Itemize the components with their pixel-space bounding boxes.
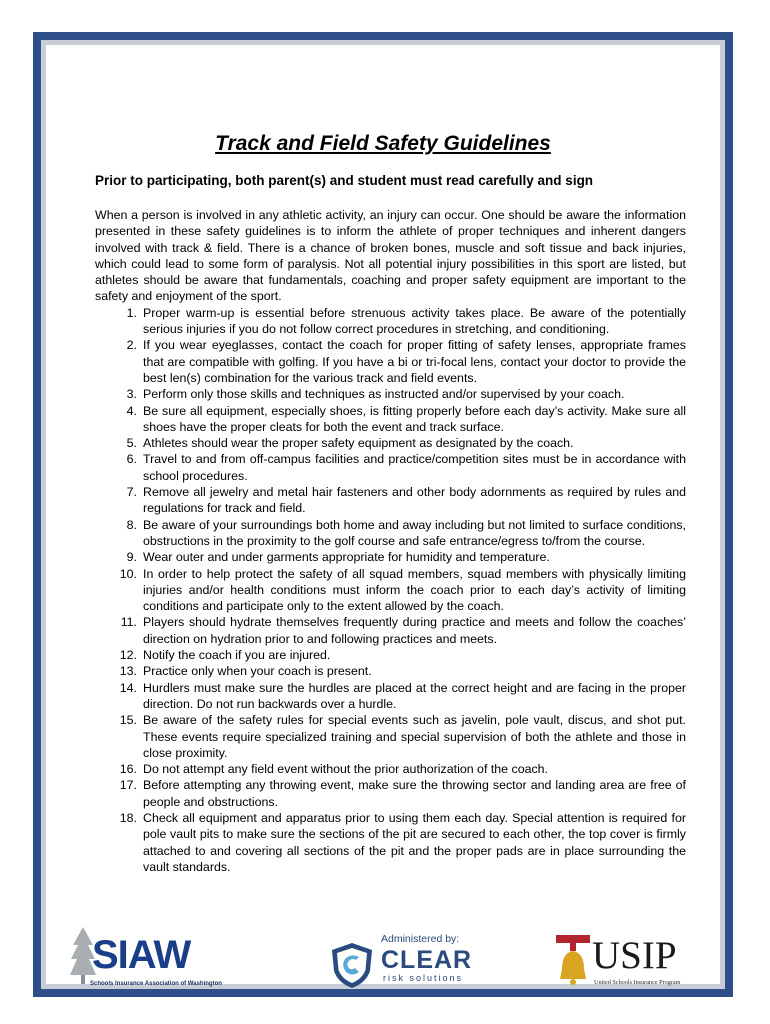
- rule-item: [95, 451, 686, 484]
- rule-text: Before attempting any throwing event, make sure the throwing sector and landing area are free of people and obstructions.: [143, 778, 686, 809]
- rule-number: 10.: [119, 566, 137, 581]
- rule-text: Hurdlers must make sure the hurdles are placed at the correct height and are facing in the proper direction. Do not run backwards over a hurdle.: [143, 680, 686, 711]
- rule-number: 7.: [126, 485, 137, 500]
- rule-item: [95, 484, 686, 517]
- rule-number: 17.: [119, 778, 137, 793]
- rule-number: 9.: [126, 550, 137, 565]
- rule-item: [95, 777, 686, 810]
- rule-number: 12.: [119, 648, 137, 663]
- siaw-logo: [70, 925, 220, 991]
- rule-number: 8.: [126, 517, 137, 532]
- rule-item: [95, 810, 686, 875]
- rule-item: [95, 663, 686, 679]
- usip-wordmark: USIP: [592, 934, 677, 977]
- intro-paragraph: When a person is involved in any athletic activity, an injury can occur. One should be aware the information presented in these safety guidelines is to inform the athlete of proper techniques and inherent dangers involved with track & field. There is a chance of broken bones, muscle and soft tissue and back injuries, which could lead to some form of paralysis. Not all potential injury possibilities in this sport are listed, but athletes should be aware that fundamentals, coaching and proper safety equipment are important to the safety and enjoyment of the sport.: [95, 208, 686, 304]
- rule-text: Be sure all equipment, especially shoes, is fitting properly before each day’s activity. Make sure all shoes have the proper cleats for both the event and track surface.: [143, 403, 686, 434]
- rule-text: Proper warm-up is essential before strenuous activity takes place. Be aware of the potentially serious injuries if you do not follow correct procedures in stretching, and conditioning.: [143, 305, 686, 337]
- clear-tagline: risk solutions: [383, 973, 464, 983]
- rule-item: [95, 712, 686, 761]
- rule-text: Notify the coach if you are injured.: [143, 648, 331, 663]
- rule-item: [95, 680, 686, 713]
- rule-text: Be aware of your surroundings both home and away including but not limited to surface conditions, obstructions in the proximity to the golf course and safe entrance/egress to/from the course.: [143, 517, 686, 548]
- document-subtitle: Prior to participating, both parent(s) and student must read carefully and sign: [95, 173, 594, 188]
- clear-logo: [329, 933, 489, 991]
- bell-icon: [556, 933, 592, 991]
- clear-wordmark: CLEAR: [381, 946, 473, 974]
- rule-item: [95, 403, 686, 436]
- rule-number: 4.: [126, 403, 137, 418]
- siaw-wordmark: SIAW: [92, 933, 191, 977]
- rule-number: 18.: [119, 810, 137, 825]
- rule-text: If you wear eyeglasses, contact the coach for proper fitting of safety lenses, appropriate frames that are compatible with golfing. If you have a bi or tri-focal lens, contact your doctor to provide the best len(s) combination for the various track and field events.: [143, 338, 686, 385]
- rule-text: In order to help protect the safety of all squad members, squad members with physically limiting injuries and/or health conditions must inform the coach prior to each day’s activity of limiting conditions and participate only to the extent allowed by the coach.: [143, 566, 686, 614]
- rule-text: Do not attempt any field event without the prior authorization of the coach.: [143, 762, 549, 777]
- rule-text: Perform only those skills and techniques as instructed and/or supervised by your coach.: [143, 387, 625, 402]
- rule-text: Players should hydrate themselves frequently during practice and meets and follow the coaches’ direction on hydration prior to and following practices and meets.: [143, 615, 686, 646]
- rule-number: 6.: [126, 452, 137, 467]
- rule-text: Remove all jewelry and metal hair fasteners and other body adornments as required by rules and regulations for track and field.: [143, 485, 686, 516]
- rule-item: [95, 305, 686, 338]
- rule-number: 14.: [119, 680, 137, 695]
- usip-subtitle: United Schools Insurance Program: [594, 979, 681, 986]
- rule-item: [95, 435, 686, 451]
- rule-item: [95, 647, 686, 663]
- document-page: [46, 45, 720, 987]
- page-frame-inner: [41, 40, 725, 989]
- rule-text: Wear outer and under garments appropriate for humidity and temperature.: [143, 550, 550, 565]
- rule-number: 15.: [119, 713, 137, 728]
- document-title: Track and Field Safety Guidelines: [215, 132, 551, 155]
- rule-item: [95, 566, 686, 615]
- rule-item: [95, 337, 686, 386]
- rule-text: Travel to and from off-campus facilities and practice/competition sites must be in accordance with school procedures.: [143, 452, 686, 483]
- rule-text: Practice only when your coach is present.: [143, 664, 372, 679]
- rule-text: Athletes should wear the proper safety equipment as designated by the coach.: [143, 436, 574, 451]
- document-body: [95, 207, 686, 875]
- siaw-subtitle: Schools Insurance Association of Washington: [90, 981, 222, 987]
- rule-number: 16.: [119, 762, 137, 777]
- rule-item: [95, 386, 686, 402]
- usip-logo: [556, 933, 716, 995]
- rule-number: 3.: [126, 387, 137, 402]
- rule-item: [95, 761, 686, 777]
- rule-text: Check all equipment and apparatus prior to using them each day. Special attention is required for pole vault pits to make sure the sections of the pit are secured to each other, the top cover is firmly attached to and covering all sections of the pit and the proper pads are in place surrounding the vault standards.: [143, 810, 686, 874]
- rule-item: [95, 614, 686, 647]
- rule-number: 13.: [119, 664, 137, 679]
- administered-by-label: Administered by:: [381, 933, 460, 945]
- rule-item: [95, 517, 686, 550]
- rule-number: 2.: [126, 338, 137, 353]
- rule-number: 5.: [126, 436, 137, 451]
- rule-item: [95, 549, 686, 565]
- rule-number: 1.: [126, 305, 137, 320]
- shield-icon: [329, 941, 375, 989]
- rules-list: [95, 305, 686, 875]
- logo-footer: [46, 925, 720, 995]
- rule-number: 11.: [120, 615, 137, 630]
- rule-text: Be aware of the safety rules for special events such as javelin, pole vault, discus, and shot put. These events require specialized training and special supervision of both the athlete and those in close proximity.: [143, 713, 686, 760]
- page-frame: [33, 32, 733, 997]
